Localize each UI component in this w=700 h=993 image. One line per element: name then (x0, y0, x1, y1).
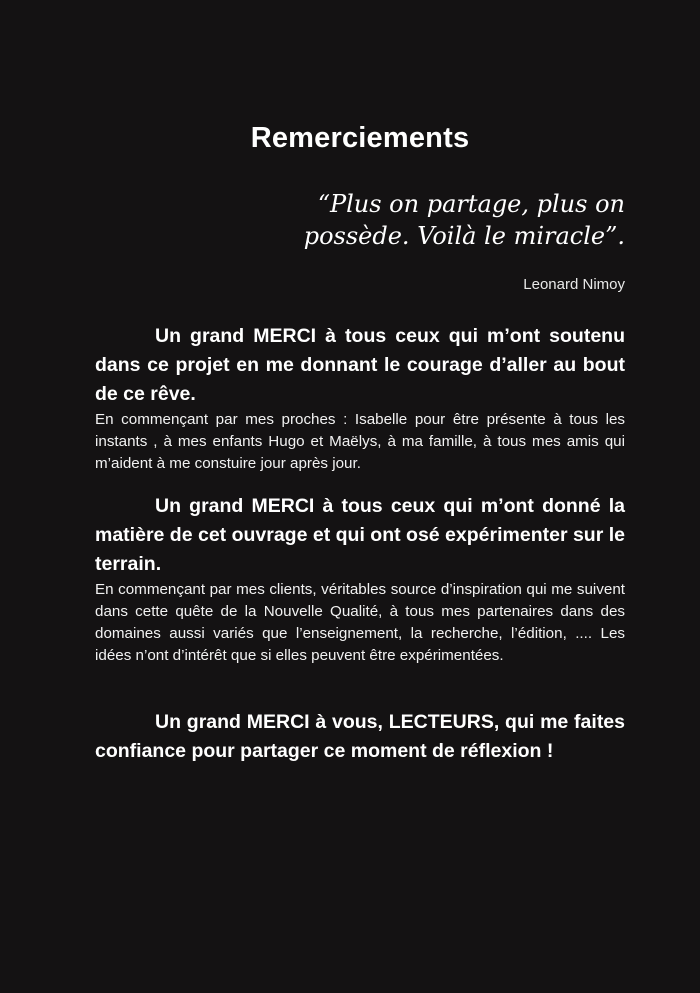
section-heading: Un grand MERCI à vous, LECTEURS, qui me faites confiance pour partager ce moment de réflexion ! (95, 711, 625, 762)
page-title: Remerciements (250, 122, 470, 154)
epigraph-quote: “Plus on partage, plus on possède. Voilà le miracle”. (303, 190, 625, 250)
thanks-section-readers (95, 708, 625, 766)
section-heading: Un grand MERCI à tous ceux qui m’ont donné la matière de cet ouvrage et qui ont osé expérimenter sur le terrain. (95, 495, 625, 575)
thanks-section-contributors (95, 492, 625, 667)
thanks-section-supporters (95, 322, 625, 475)
section-heading: Un grand MERCI à tous ceux qui m’ont soutenu dans ce projet en me donnant le courage d’aller au bout de ce rêve. (95, 325, 625, 405)
section-body: En commençant par mes proches : Isabelle pour être présente à tous les instants , à mes enfants Hugo et Maëlys, à ma famille, à tous mes amis qui m’aident à me constuire jour après jour. (95, 411, 625, 472)
epigraph-author: Leonard Nimoy (523, 276, 625, 293)
section-body: En commençant par mes clients, véritables source d’inspiration qui me suivent dans cette quête de la Nouvelle Qualité, à tous mes partenaires dans des domaines aussi variés que l’enseignement, la recherche, l’édition, .... Les idées n’ont d’intérêt que si elles peuvent être expérimentées. (95, 581, 625, 664)
